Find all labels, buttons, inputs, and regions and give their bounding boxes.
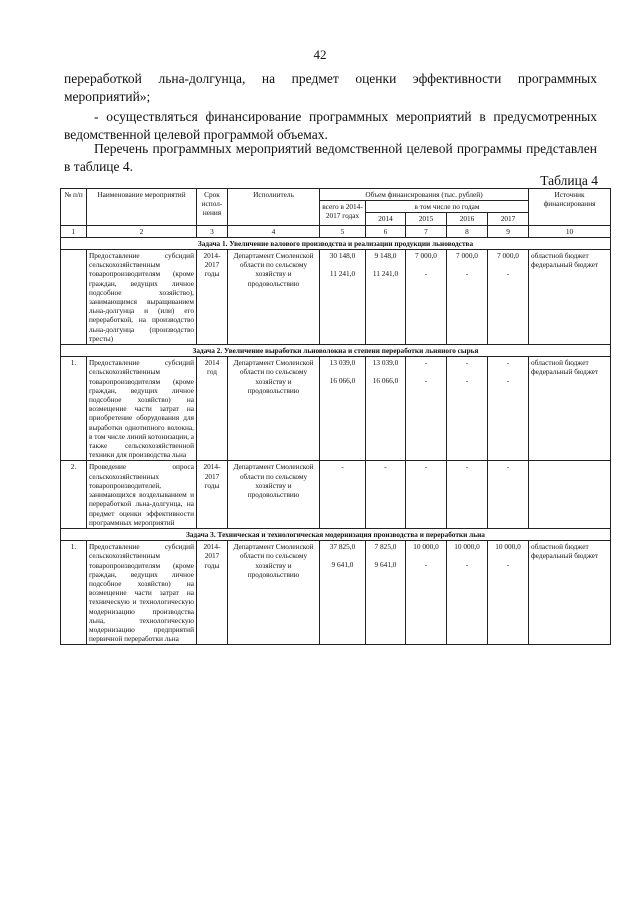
measure-term: 2014-2017 годы [197, 250, 228, 345]
col-number: 3 [197, 225, 228, 237]
row-number [61, 250, 87, 345]
measure-executor: Департамент Смоленской области по сельскому хозяйству и продовольствию [228, 461, 320, 528]
paragraph-1: переработкой льна-долгунца, на предмет оценки эффективности программных мероприятий»; [64, 71, 597, 104]
amount-value: - [506, 358, 510, 368]
amount-value: 7 000,0 [456, 251, 478, 261]
header-total: всего в 2014-2017 годах [320, 201, 366, 225]
amount-value: 30 148,0 [329, 251, 356, 261]
task-title: Задача 3. Техническая и технологическая модернизация производства и переработки льна [61, 528, 611, 540]
amount-y2017 [488, 461, 529, 528]
amount-value: - [424, 462, 428, 472]
measure-executor: Департамент Смоленской области по сельскому хозяйству и продовольствию [228, 250, 320, 345]
table-row [61, 541, 611, 645]
amount-value: - [341, 462, 344, 472]
amount-y2016 [447, 541, 488, 645]
amount-y2014 [366, 541, 406, 645]
measure-name: Проведение опроса сельскохозяйственных товаропроизводителей, занимающихся возделыванием и переработкой льна-долгунца, на предмет оценки эффективности программных мероприятий [87, 461, 197, 528]
funding-source-item: областной бюджет [531, 358, 589, 368]
col-number: 5 [320, 225, 366, 237]
task-title: Задача 1. Увеличение валового производства и реализации продукции льноводства [61, 237, 611, 249]
amount-y2017 [488, 357, 529, 461]
funding-source-item: областной бюджет [531, 542, 589, 552]
amount-value: 7 000,0 [497, 251, 519, 261]
row-number: 1. [61, 541, 87, 645]
header-by-years: в том числе по годам [366, 201, 529, 213]
row-number: 1. [61, 357, 87, 461]
amount-value: - [506, 560, 510, 570]
header-2016: 2016 [447, 213, 488, 225]
amount-value: 13 039,0 [329, 358, 356, 368]
amount-value: - [424, 358, 428, 368]
amount-value: 16 066,0 [329, 376, 356, 386]
amount-value: 10 000,0 [454, 542, 480, 552]
amount-value: 10 000,0 [413, 542, 439, 552]
row-number: 2. [61, 461, 87, 528]
amount-value: 10 000,0 [495, 542, 521, 552]
table-caption: Таблица 4 [540, 173, 598, 188]
funding-source-item: областной бюджет [531, 251, 589, 261]
amount-value: 7 000,0 [415, 251, 437, 261]
header-num: № п/п [61, 189, 87, 226]
financing-table [60, 188, 611, 645]
amount-y2016 [447, 461, 488, 528]
amount-value: - [506, 462, 510, 472]
col-number: 6 [366, 225, 406, 237]
task-title: Задача 2. Увеличение выработки льноволокна и степени переработки льняного сырья [61, 345, 611, 357]
measure-term: 2014 год [197, 357, 228, 461]
amount-y2014 [366, 250, 406, 345]
column-numbers-row [61, 225, 611, 237]
amount-value: 37 825,0 [329, 542, 356, 552]
header-name: Наименование мероприятий [87, 189, 197, 226]
amount-value: 11 241,0 [372, 269, 399, 279]
col-number: 7 [406, 225, 447, 237]
amount-value: - [424, 376, 428, 386]
amount-y2015 [406, 357, 447, 461]
amount-value: - [465, 462, 469, 472]
amount-total [320, 250, 366, 345]
funding-source [529, 357, 611, 461]
funding-source-item: федеральный бюджет [531, 367, 599, 377]
amount-y2015 [406, 250, 447, 345]
header-executor: Исполнитель [228, 189, 320, 226]
measure-term: 2014-2017 годы [197, 461, 228, 528]
amount-y2014 [366, 357, 406, 461]
amount-value: 9 641,0 [331, 560, 354, 570]
amount-value: - [465, 560, 469, 570]
amount-value: - [506, 269, 510, 279]
funding-source [529, 461, 611, 528]
amount-y2017 [488, 250, 529, 345]
measure-executor: Департамент Смоленской области по сельскому хозяйству и продовольствию [228, 541, 320, 645]
amount-value: 7 825,0 [374, 542, 397, 552]
task-row [61, 528, 611, 540]
table-row [61, 250, 611, 345]
col-number: 4 [228, 225, 320, 237]
amount-value: 9 641,0 [374, 560, 397, 570]
header-2017: 2017 [488, 213, 529, 225]
measure-name: Предоставление субсидий сельскохозяйственным товаропроизводителям (кроме граждан, ведущих личное подсобное хозяйство) на возмещение части затрат на приобретение оборудования для выработки однотипного волокна, в том числе линий котонизации, а также сельскохозяйственной техники для производства льна [87, 357, 197, 461]
paragraph-2: - осуществляться финансирование программных мероприятий в предусмотренных ведомственной целевой программой объемах. [64, 109, 597, 142]
task-row [61, 237, 611, 249]
table-row [61, 357, 611, 461]
header-2015: 2015 [406, 213, 447, 225]
funding-source [529, 541, 611, 645]
amount-total [320, 541, 366, 645]
funding-source-item: федеральный бюджет [531, 551, 599, 561]
header-source: Источник финансирования [529, 189, 611, 226]
task-row [61, 345, 611, 357]
amount-y2014 [366, 461, 406, 528]
amount-value: 13 039,0 [372, 358, 399, 368]
amount-value: 11 241,0 [329, 269, 356, 279]
col-number: 10 [529, 225, 611, 237]
col-number: 9 [488, 225, 529, 237]
amount-value: - [506, 376, 510, 386]
measure-name: Предоставление субсидий сельскохозяйственным товаропроизводителям (кроме граждан, ведущих личное подсобное хозяйство) на возмещение части затрат на техническую и технологическую модернизацию производства льна, технологическую модернизацию предприятий первичной переработки льна [87, 541, 197, 645]
funding-source [529, 250, 611, 345]
amount-y2017 [488, 541, 529, 645]
measure-name: Предоставление субсидий сельскохозяйственным товаропроизводителям (кроме граждан, ведущих личное подсобное хозяйство), занимающимся выращиванием льна-долгунца и (или) его переработкой, на производство льна-долгунца (производство тресты) [87, 250, 197, 345]
table-row [61, 461, 611, 528]
page-number: 42 [313, 47, 327, 62]
measure-executor: Департамент Смоленской области по сельскому хозяйству и продовольствию [228, 357, 320, 461]
amount-value: - [465, 376, 469, 386]
measure-term: 2014-2017 годы [197, 541, 228, 645]
amount-y2016 [447, 250, 488, 345]
amount-value: - [384, 462, 387, 472]
amount-total [320, 357, 366, 461]
amount-value: 16 066,0 [372, 376, 399, 386]
col-number: 2 [87, 225, 197, 237]
amount-value: 9 148,0 [374, 251, 397, 261]
amount-total [320, 461, 366, 528]
amount-y2015 [406, 541, 447, 645]
amount-value: - [465, 358, 469, 368]
amount-value: - [465, 269, 469, 279]
funding-source-item: федеральный бюджет [531, 260, 599, 270]
header-volume: Объем финансирования (тыс. рублей) [320, 189, 529, 201]
amount-y2016 [447, 357, 488, 461]
header-2014: 2014 [366, 213, 406, 225]
paragraph-3: Перечень программных мероприятий ведомственной целевой программы представлен в таблице 4. [64, 141, 597, 174]
header-term: Срок испол-нения [197, 189, 228, 226]
col-number: 1 [61, 225, 87, 237]
col-number: 8 [447, 225, 488, 237]
amount-value: - [424, 560, 428, 570]
amount-y2015 [406, 461, 447, 528]
amount-value: - [424, 269, 428, 279]
